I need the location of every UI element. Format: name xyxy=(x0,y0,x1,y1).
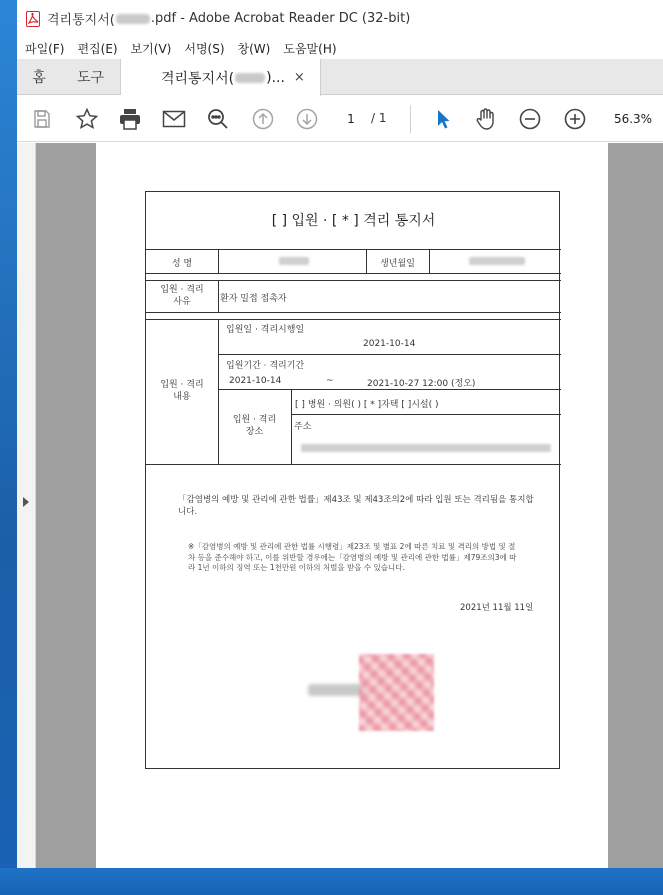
rule xyxy=(146,280,561,281)
toolbar-divider xyxy=(410,105,411,133)
rule xyxy=(146,273,561,274)
hand-tool-icon[interactable] xyxy=(473,106,499,132)
name-label: 성 명 xyxy=(171,259,193,269)
redacted-issuer-name xyxy=(308,684,366,696)
redacted-name xyxy=(279,257,309,265)
window-title-prefix: 격리통지서( xyxy=(47,13,115,28)
form-title: [ ] 입원 · [ * ] 격리 통지서 xyxy=(271,213,436,229)
quarantine-notice-form xyxy=(145,191,560,769)
menu-file[interactable]: 파일(F) xyxy=(25,41,65,56)
official-seal xyxy=(359,654,434,731)
tab-bar xyxy=(17,59,663,95)
tab-document-suffix: )... xyxy=(266,69,285,86)
pdf-page xyxy=(96,143,608,868)
rule xyxy=(146,464,561,465)
window-title-suffix: .pdf - Adobe Acrobat Reader DC (32-bit) xyxy=(150,11,411,26)
rule xyxy=(146,312,561,313)
redacted-name xyxy=(235,73,265,83)
tab-document[interactable] xyxy=(121,59,321,96)
start-label: 입원일 · 격리시행일 xyxy=(226,325,305,335)
bookmark-star-icon[interactable] xyxy=(74,106,100,132)
page-down-icon[interactable] xyxy=(294,106,320,132)
navigation-panel[interactable] xyxy=(17,143,36,868)
document-viewer[interactable] xyxy=(36,143,663,868)
rule xyxy=(146,249,561,250)
email-icon[interactable] xyxy=(161,106,187,132)
period-dash: ~ xyxy=(326,376,334,386)
rule xyxy=(146,319,561,320)
period-start: 2021-10-14 xyxy=(229,376,282,386)
page-total: / 1 xyxy=(371,111,387,125)
rule xyxy=(291,389,292,464)
select-cursor-icon[interactable] xyxy=(430,106,456,132)
page-up-icon[interactable] xyxy=(250,106,276,132)
search-zoom-icon[interactable] xyxy=(205,106,231,132)
acrobat-window xyxy=(17,0,663,868)
close-tab-icon[interactable]: × xyxy=(293,70,305,85)
title-bar xyxy=(17,0,663,37)
zoom-in-icon[interactable] xyxy=(562,106,588,132)
window-title xyxy=(47,9,410,28)
tab-tools[interactable]: 도구 xyxy=(61,59,121,95)
notice-statement: 「감염병의 예방 및 관리에 관한 법률」제43조 및 제43조의2에 따라 입원 또는 격리됨을 통지합니다. xyxy=(178,495,534,517)
birth-label: 생년월일 xyxy=(380,259,415,269)
menu-sign[interactable]: 서명(S) xyxy=(184,41,225,56)
menu-window[interactable]: 창(W) xyxy=(237,41,271,56)
rule xyxy=(218,354,561,355)
redacted-address xyxy=(301,444,551,452)
rule xyxy=(429,249,430,273)
desktop-background xyxy=(0,0,17,895)
save-icon[interactable] xyxy=(29,106,55,132)
print-icon[interactable] xyxy=(117,106,143,132)
acrobat-app-icon xyxy=(26,11,40,27)
place-label: 입원 · 격리 장소 xyxy=(232,415,277,437)
menu-view[interactable]: 보기(V) xyxy=(130,41,172,56)
rule xyxy=(218,280,219,312)
rule xyxy=(218,389,561,390)
period-end: 2021-10-27 12:00 (정오) xyxy=(367,379,476,389)
rule xyxy=(218,319,219,464)
toolbar xyxy=(17,96,663,142)
rule xyxy=(291,414,561,415)
place-options: [ ] 병원 · 의원( ) [ * ]자택 [ ]시설( ) xyxy=(295,400,439,410)
reason-value: 환자 밀접 접촉자 xyxy=(220,294,287,304)
reason-label: 입원 · 격리 사유 xyxy=(160,285,204,307)
rule xyxy=(218,249,219,273)
tab-document-prefix: 격리통지서( xyxy=(161,70,235,87)
tab-home[interactable]: 홈 xyxy=(32,70,46,86)
period-label: 입원기간 · 격리기간 xyxy=(226,361,305,371)
zoom-level-field[interactable]: 56.3% xyxy=(613,112,653,126)
start-value: 2021-10-14 xyxy=(363,339,416,349)
redacted-name xyxy=(116,14,150,24)
issue-date: 2021년 11월 11일 xyxy=(460,603,534,613)
expand-panel-icon[interactable] xyxy=(23,497,29,507)
menu-bar xyxy=(17,37,663,59)
legal-warning: ※「감염병의 예방 및 관리에 관한 법률 시행령」제23조 및 별표 2에 따른 치료 및 격리의 방법 및 절차 등을 준수해야 하고, 이를 위반할 경우에는「감염병의 예방 및 관리에 관한 법률」제79조의3에 따라 1년 이하의 징역 또는 1천만원 이하의 처벌을 받을 수 있습니다. xyxy=(188,542,517,572)
menu-edit[interactable]: 편집(E) xyxy=(77,41,118,56)
desktop-taskbar-area xyxy=(0,868,663,895)
page-number-input[interactable]: 1 xyxy=(347,112,355,126)
zoom-out-icon[interactable] xyxy=(517,106,543,132)
address-label: 주소 xyxy=(294,422,312,432)
menu-help[interactable]: 도움말(H) xyxy=(283,41,337,56)
content-label: 입원 · 격리 내용 xyxy=(160,380,204,402)
redacted-birthdate xyxy=(469,257,525,265)
